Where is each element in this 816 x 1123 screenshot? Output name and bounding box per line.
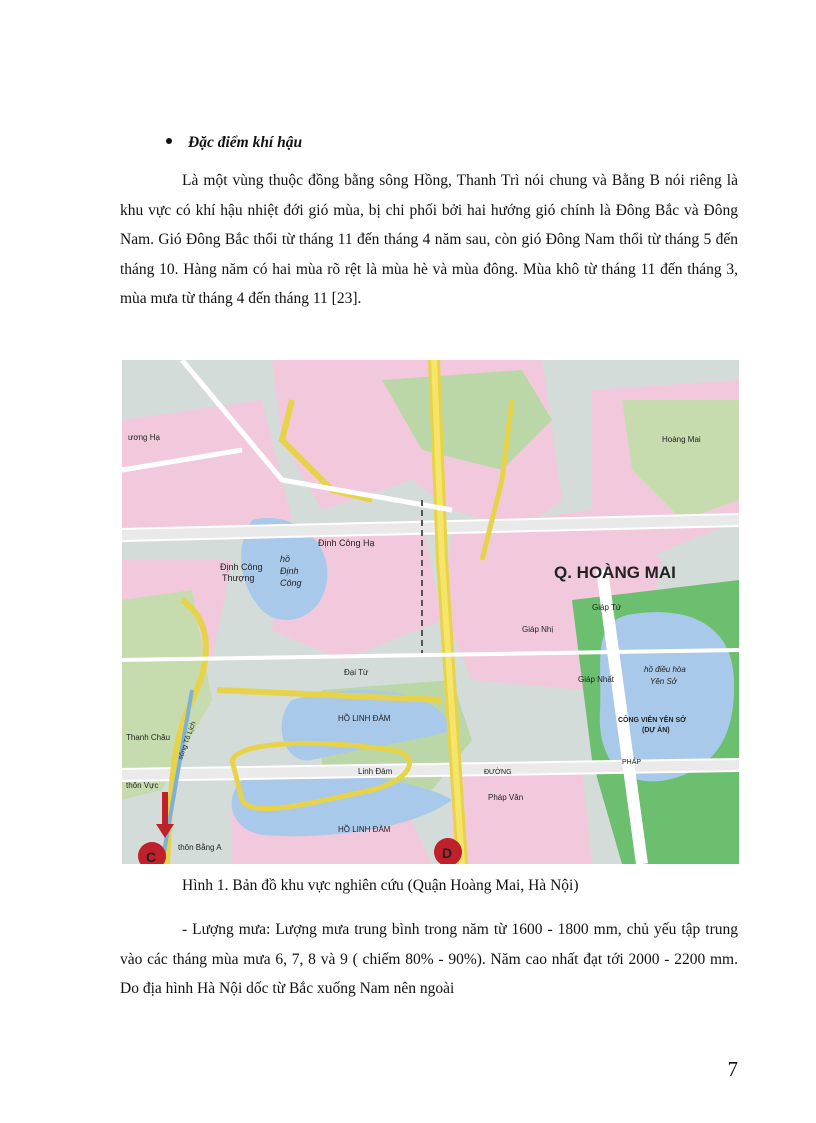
place-cong-vien-2: (DỰ ÁN) bbox=[642, 727, 670, 734]
place-thon-vuc: thôn Vực bbox=[126, 781, 159, 790]
study-area-map bbox=[122, 360, 739, 864]
place-giap-tu: Giáp Tứ bbox=[592, 603, 622, 612]
marker-d-label: D bbox=[442, 845, 453, 861]
place-ho-dinh-cong-1: hồ bbox=[280, 554, 291, 564]
place-dinh-cong-ha: Định Công Hạ bbox=[318, 538, 375, 548]
place-thanh-chau: Thanh Châu bbox=[126, 733, 171, 742]
place-ho-dieu-hoa-2: Yên Sở bbox=[650, 677, 677, 686]
place-ho-dieu-hoa-1: hồ điều hòa bbox=[644, 665, 686, 674]
place-linh-dam: Linh Đàm bbox=[358, 767, 393, 776]
place-duong-ha: ương Hạ bbox=[128, 433, 160, 442]
place-ho-linh-dam-1: HỒ LINH ĐÀM bbox=[338, 714, 391, 723]
place-thon-bang-a: thôn Bằng A bbox=[178, 843, 222, 852]
place-dai-tu: Đại Từ bbox=[344, 668, 369, 677]
place-ho-dinh-cong-2: Định bbox=[280, 566, 299, 576]
place-ho-dinh-cong-3: Công bbox=[280, 578, 302, 588]
district-label: Q. HOÀNG MAI bbox=[554, 563, 676, 582]
place-dinh-cong-thuong-2: Thượng bbox=[222, 573, 255, 583]
place-giap-nhat: Giáp Nhất bbox=[578, 675, 615, 684]
place-hoang-mai: Hoàng Mai bbox=[662, 435, 701, 444]
place-ho-linh-dam-2: HỒ LINH ĐÀM bbox=[338, 825, 391, 834]
paragraph-text: Là một vùng thuộc đồng bằng sông Hồng, Thanh Trì nói chung và Bằng B nói riêng là khu vực có khí hậu nhiệt đới gió mùa, bị chi phối bởi hai hướng gió chính là Đông Bắc và Đông Nam. Gió Đông Bắc thổi từ tháng 11 đến tháng 4 năm sau, còn gió Đông Nam thổi từ tháng 5 đến tháng 10. Hàng năm có hai mùa rõ rệt là mùa hè và mùa đông. Mùa khô từ tháng 11 đến tháng 3, mùa mưa từ tháng 4 đến tháng 11 [23]. bbox=[120, 172, 738, 307]
figure-caption: Hình 1. Bản đồ khu vực nghiên cứu (Quận Hoàng Mai, Hà Nội) bbox=[182, 877, 579, 894]
place-cong-vien-1: CÔNG VIÊN YÊN SỞ bbox=[618, 717, 687, 724]
place-dinh-cong-thuong-1: Định Công bbox=[220, 562, 263, 572]
place-giap-nhi: Giáp Nhị bbox=[522, 625, 554, 634]
river-to-lich: sông Tô Lịch bbox=[177, 720, 198, 761]
place-phap-van: Pháp Vân bbox=[488, 793, 524, 802]
marker-c-label: C bbox=[146, 849, 157, 864]
paragraph-climate bbox=[120, 166, 738, 314]
road-duong: ĐƯỜNG bbox=[484, 769, 512, 776]
paragraph-rainfall bbox=[120, 915, 738, 1004]
paragraph-text: - Lượng mưa: Lượng mưa trung bình trong năm từ 1600 - 1800 mm, chủ yếu tập trung vào các tháng mùa mưa 6, 7, 8 và 9 ( chiếm 80% - 90%). Năm cao nhất đạt tới 2000 - 2200 mm. Do địa hình Hà Nội dốc từ Bắc xuống Nam nên ngoài bbox=[120, 921, 738, 997]
section-heading bbox=[166, 134, 302, 152]
heading-text: Đặc điểm khí hậu bbox=[188, 134, 303, 151]
bullet-icon bbox=[166, 138, 172, 144]
road-phap: PHÁP bbox=[622, 759, 642, 766]
page-number: 7 bbox=[727, 1057, 738, 1081]
map-graphic bbox=[122, 360, 739, 864]
